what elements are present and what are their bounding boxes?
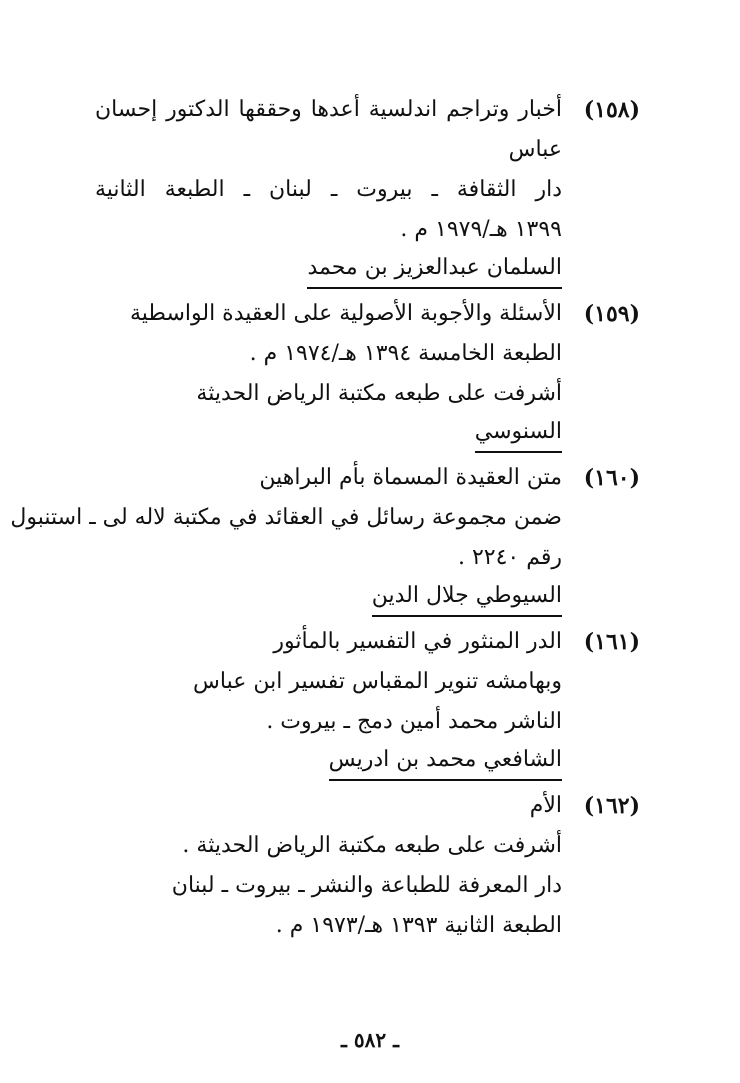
author-heading: السلمان عبدالعزيز بن محمد [307, 250, 562, 289]
bibliography-entry-160 [10, 458, 640, 620]
author-heading: السنوسي [475, 414, 562, 453]
entry-edition-line: الطبعة الثانية ١٣٩٣ هـ/١٩٧٣ م . [275, 913, 562, 938]
bibliography-entry-161 [95, 622, 640, 784]
entry-number: (١٦١) [583, 629, 640, 655]
entry-number: (١٥٩) [583, 301, 640, 327]
entry-margin-line: وبهامشه تنوير المقباس تفسير ابن عباس [193, 669, 562, 694]
entry-number: (١٥٨) [583, 97, 640, 123]
entry-edition-line: الطبعة الخامسة ١٣٩٤ هـ/١٩٧٤ م . [249, 341, 562, 366]
entry-supervision-line: أشرفت على طبعه مكتبة الرياض الحديثة . [182, 833, 562, 858]
page-number: ـ ٥٨٢ ـ [341, 1028, 399, 1052]
bibliography-list [10, 90, 640, 948]
author-heading: السيوطي جلال الدين [372, 578, 562, 617]
entry-title-line: عباس [508, 137, 562, 162]
entry-title-line: متن العقيدة المسماة بأم البراهين [259, 465, 562, 490]
entry-number: (١٦٢) [583, 793, 640, 819]
bibliography-entry-162 [95, 786, 640, 946]
entry-number-line: رقم ٢٢٤٠ . [457, 545, 562, 570]
entry-source-line: ضمن مجموعة رسائل في العقائد في مكتبة لاله لى ـ استنبول [10, 505, 562, 530]
entry-publisher-line: دار المعرفة للطباعة والنشر ـ بيروت ـ لبنان [171, 873, 562, 898]
bibliography-entry-158 [95, 90, 640, 292]
entry-title-line: الأم [529, 793, 562, 818]
entry-number: (١٦٠) [583, 465, 640, 491]
author-heading: الشافعي محمد بن ادريس [329, 742, 562, 781]
entry-title-line: الأسئلة والأجوبة الأصولية على العقيدة الواسطية [129, 301, 562, 326]
entry-publisher-line: دار الثقافة ـ بيروت ـ لبنان ـ الطبعة الثانية [95, 177, 562, 202]
entry-title-line: أخبار وتراجم اندلسية أعدها وحققها الدكتور إحسان [95, 97, 562, 122]
entry-date-line: ١٣٩٩ هـ/١٩٧٩ م . [400, 217, 562, 242]
entry-publisher-line: أشرفت على طبعه مكتبة الرياض الحديثة [196, 381, 562, 406]
entry-title-line: الدر المنثور في التفسير بالمأثور [273, 629, 562, 654]
bibliography-entry-159 [95, 294, 640, 456]
entry-publisher-line: الناشر محمد أمين دمج ـ بيروت . [266, 709, 562, 734]
